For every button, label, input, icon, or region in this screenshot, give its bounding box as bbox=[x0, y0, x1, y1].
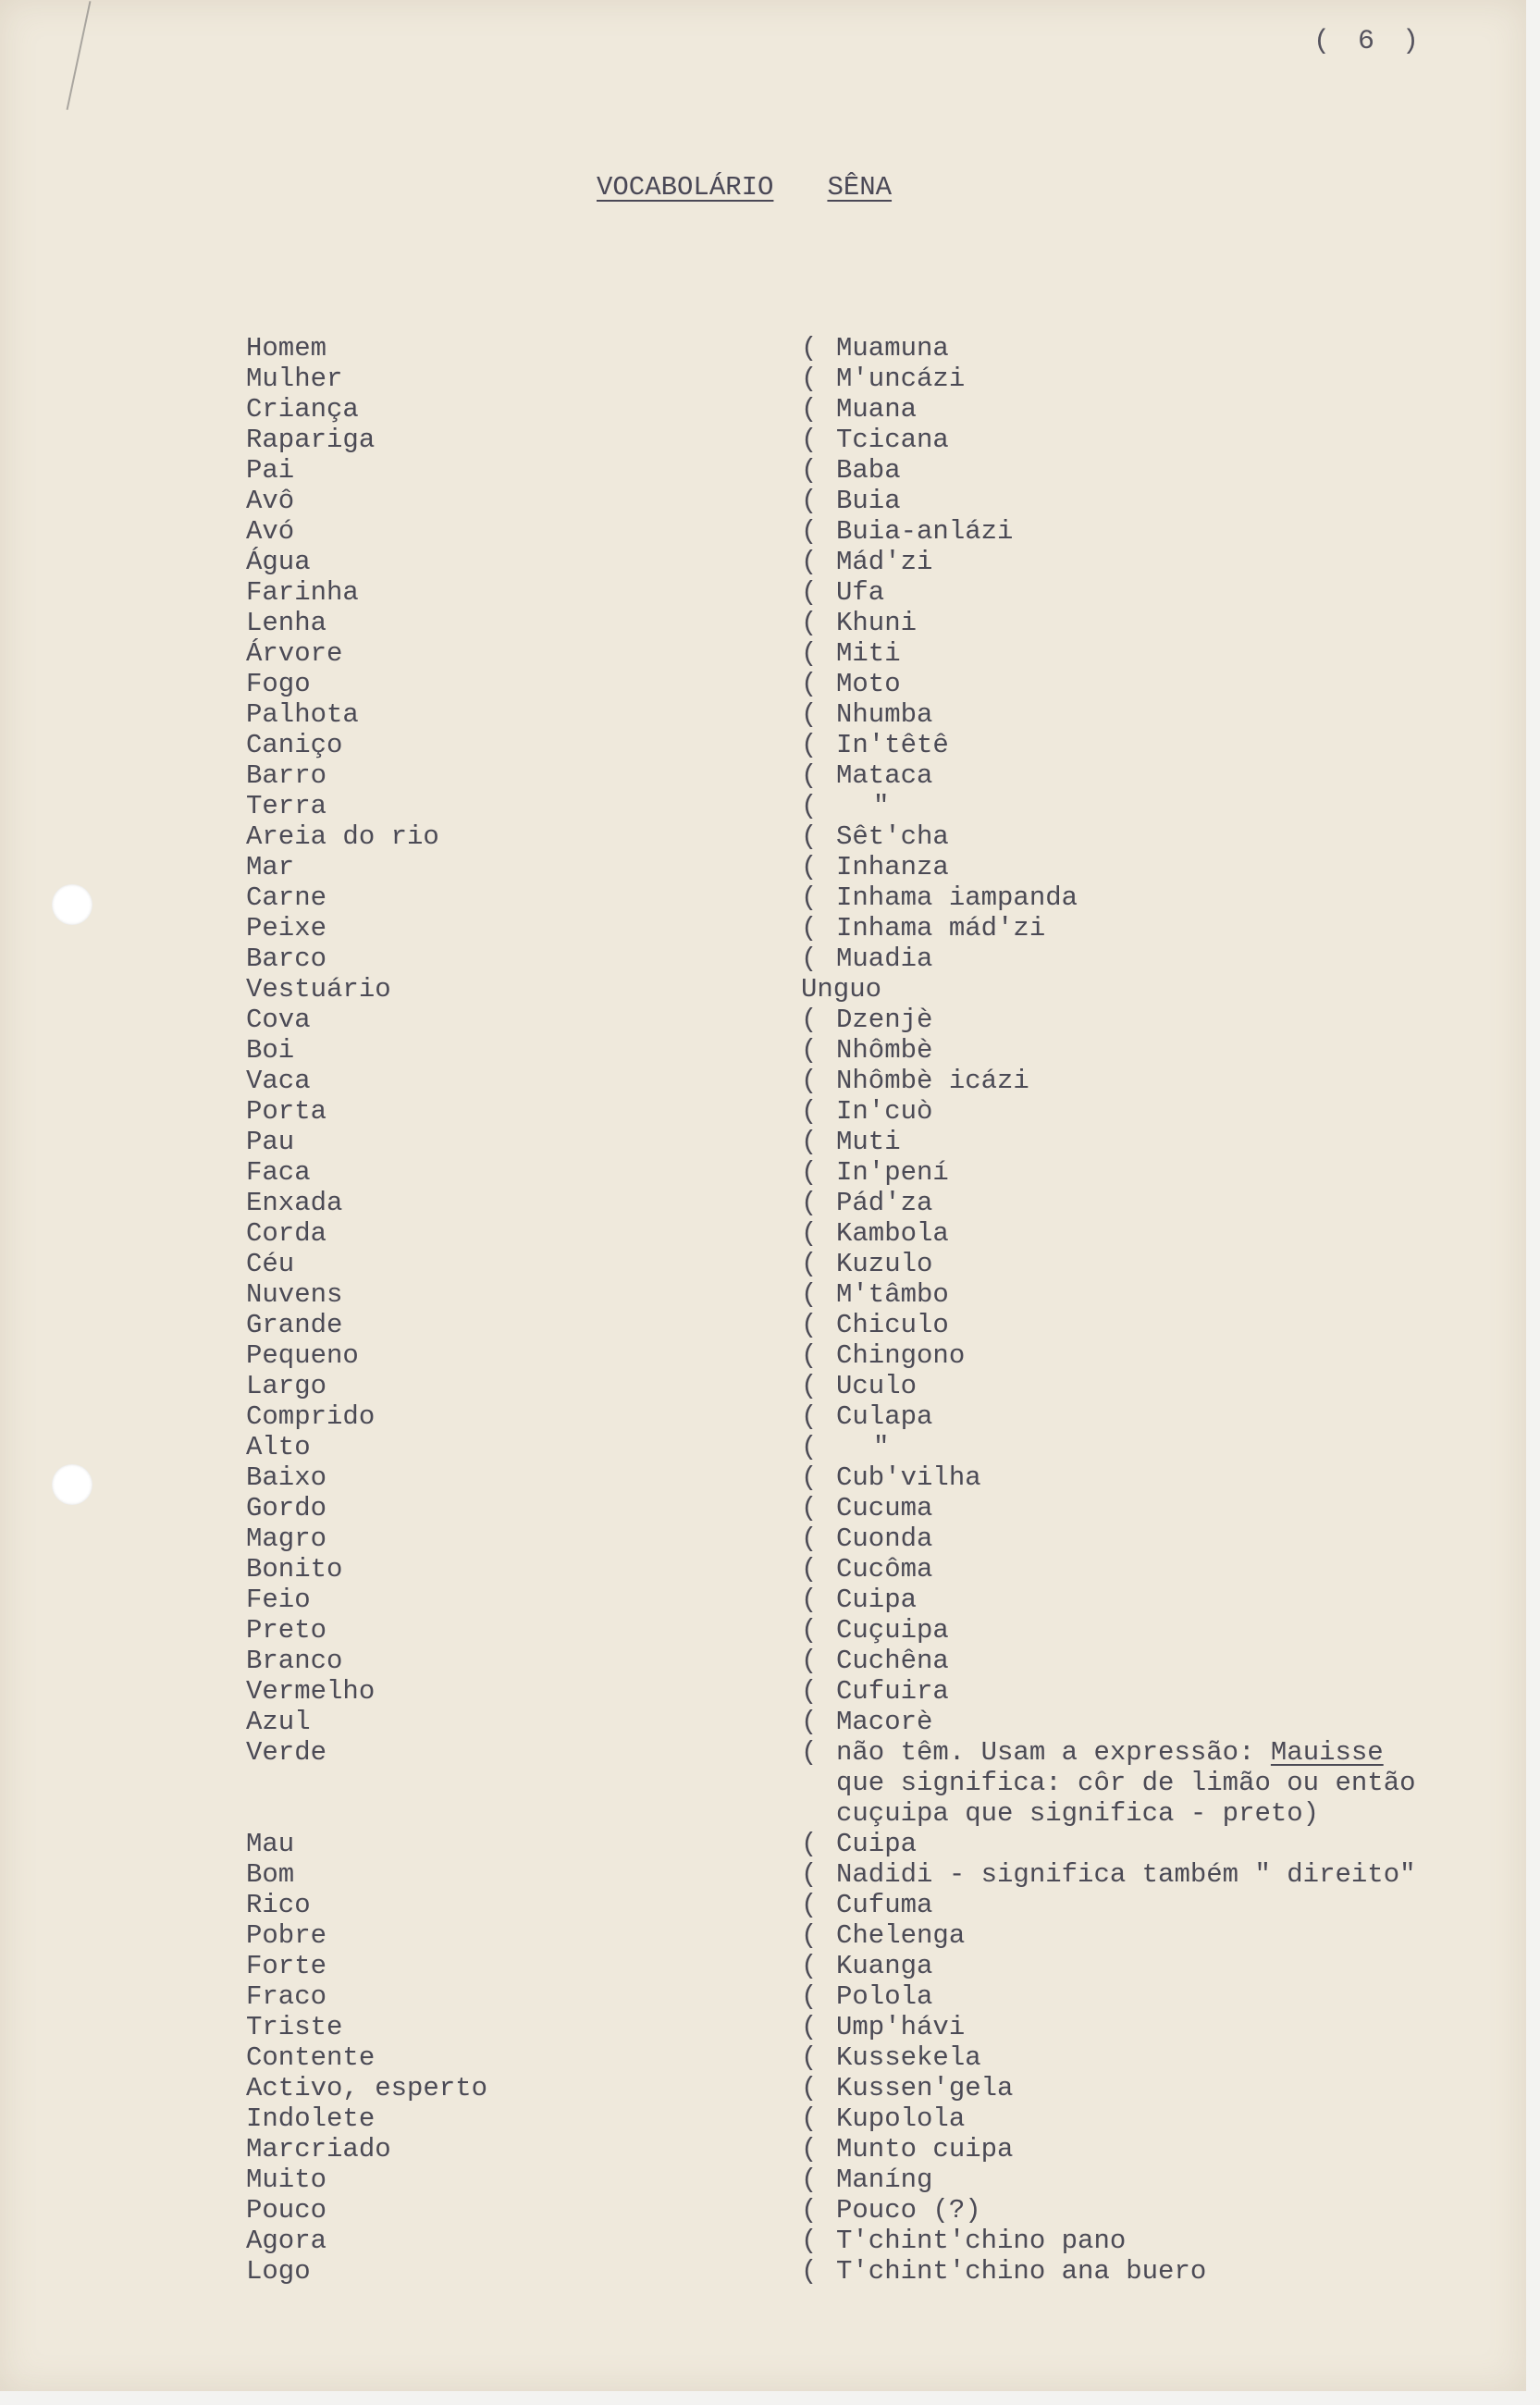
vocab-row bbox=[0, 852, 1526, 882]
portuguese-term: Mau bbox=[246, 1829, 295, 1859]
vocab-row bbox=[0, 760, 1526, 791]
bracket-mark: ( bbox=[801, 2134, 818, 2164]
portuguese-term: Pequeno bbox=[246, 1340, 359, 1371]
sena-translation: Kambola bbox=[836, 1218, 949, 1249]
vocab-row bbox=[0, 547, 1526, 577]
vocab-row bbox=[0, 1554, 1526, 1585]
bracket-mark: ( bbox=[801, 1859, 818, 1890]
sena-translation: In'cuò bbox=[836, 1096, 933, 1127]
bracket-mark: ( bbox=[801, 1249, 818, 1279]
portuguese-term: Forte bbox=[246, 1951, 327, 1981]
portuguese-term: Feio bbox=[246, 1585, 311, 1615]
vocab-row bbox=[0, 1737, 1526, 1829]
portuguese-term: Rapariga bbox=[246, 425, 376, 455]
sena-translation: Cufuma bbox=[836, 1890, 933, 1920]
bracket-mark: ( bbox=[801, 2042, 818, 2073]
portuguese-term: Bom bbox=[246, 1859, 295, 1890]
portuguese-term: Corda bbox=[246, 1218, 327, 1249]
sena-translation: Cuipa bbox=[836, 1829, 918, 1859]
portuguese-term: Agora bbox=[246, 2226, 327, 2256]
bracket-mark: ( bbox=[801, 1066, 818, 1096]
portuguese-term: Comprido bbox=[246, 1401, 376, 1432]
vocab-row bbox=[0, 1371, 1526, 1401]
sena-translation: Mataca bbox=[836, 760, 933, 791]
vocab-row bbox=[0, 1615, 1526, 1646]
sena-translation: " bbox=[873, 1432, 890, 1462]
vocab-row bbox=[0, 1096, 1526, 1127]
bracket-mark: ( bbox=[801, 1646, 818, 1676]
portuguese-term: Enxada bbox=[246, 1188, 343, 1218]
vocab-row bbox=[0, 455, 1526, 486]
portuguese-term: Verde bbox=[246, 1737, 327, 1768]
vocab-row bbox=[0, 974, 1526, 1005]
sena-translation: Kupolola bbox=[836, 2103, 966, 2134]
sena-translation: Nhumba bbox=[836, 699, 933, 730]
sena-translation: Muti bbox=[836, 1127, 901, 1157]
bracket-mark: ( bbox=[801, 2195, 818, 2226]
portuguese-term: Lenha bbox=[246, 608, 327, 638]
portuguese-term: Grande bbox=[246, 1310, 343, 1340]
sena-translation: Nhômbè bbox=[836, 1035, 933, 1066]
vocab-row bbox=[0, 1676, 1526, 1707]
bracket-mark: ( bbox=[801, 1951, 818, 1981]
sena-translation: Mád'zi bbox=[836, 547, 933, 577]
sena-translation: Inhama iampanda bbox=[836, 882, 1078, 913]
vocab-row bbox=[0, 1890, 1526, 1920]
translation-rest: que significa: côr de limão ou então cuçuipa que significa - preto) bbox=[836, 1768, 1416, 1829]
sena-translation: Nadidi - significa também " direito" bbox=[836, 1859, 1416, 1890]
portuguese-term: Fogo bbox=[246, 669, 311, 699]
vocab-row bbox=[0, 1279, 1526, 1310]
title-sena: SÊNA bbox=[827, 172, 893, 203]
portuguese-term: Caniço bbox=[246, 730, 343, 760]
vocab-row bbox=[0, 2042, 1526, 2073]
bracket-mark: ( bbox=[801, 1432, 818, 1462]
translation-prefix: não têm. Usam a expressão: bbox=[836, 1737, 1271, 1768]
bracket-mark: ( bbox=[801, 425, 818, 455]
sena-translation: T'chint'chino ana buero bbox=[836, 2256, 1207, 2287]
vocab-row bbox=[0, 1035, 1526, 1066]
vocab-row bbox=[0, 577, 1526, 608]
portuguese-term: Contente bbox=[246, 2042, 376, 2073]
portuguese-term: Porta bbox=[246, 1096, 327, 1127]
vocab-row bbox=[0, 486, 1526, 516]
sena-translation: Cuipa bbox=[836, 1585, 918, 1615]
sena-translation: Dzenjè bbox=[836, 1005, 933, 1035]
bracket-mark: ( bbox=[801, 821, 818, 852]
bracket-mark: ( bbox=[801, 577, 818, 608]
sena-translation: Uculo bbox=[836, 1371, 918, 1401]
sena-translation: Khuni bbox=[836, 608, 918, 638]
bracket-mark: ( bbox=[801, 1829, 818, 1859]
sena-translation: Cucôma bbox=[836, 1554, 933, 1585]
vocab-row bbox=[0, 1981, 1526, 2012]
bracket-mark: ( bbox=[801, 1707, 818, 1737]
vocab-row bbox=[0, 1462, 1526, 1493]
vocab-row bbox=[0, 1432, 1526, 1462]
bracket-mark: ( bbox=[801, 1615, 818, 1646]
vocab-row bbox=[0, 821, 1526, 852]
portuguese-term: Activo, esperto bbox=[246, 2073, 488, 2103]
bracket-mark: ( bbox=[801, 1157, 818, 1188]
vocab-row bbox=[0, 425, 1526, 455]
bracket-mark: ( bbox=[801, 699, 818, 730]
portuguese-term: Criança bbox=[246, 394, 359, 425]
portuguese-term: Bonito bbox=[246, 1554, 343, 1585]
sena-translation: Buia bbox=[836, 486, 901, 516]
sena-translation: Kussekela bbox=[836, 2042, 981, 2073]
bracket-mark: ( bbox=[801, 638, 818, 669]
sena-translation: Inhanza bbox=[836, 852, 949, 882]
bracket-mark: ( bbox=[801, 882, 818, 913]
sena-translation: Sêt'cha bbox=[836, 821, 949, 852]
bracket-mark: ( bbox=[801, 1005, 818, 1035]
vocab-row bbox=[0, 882, 1526, 913]
sena-translation: Buia-anlázi bbox=[836, 516, 1014, 547]
sena-translation: Chingono bbox=[836, 1340, 966, 1371]
portuguese-term: Terra bbox=[246, 791, 327, 821]
portuguese-term: Árvore bbox=[246, 638, 343, 669]
vocab-row bbox=[0, 2256, 1526, 2287]
bracket-mark: ( bbox=[801, 1218, 818, 1249]
vocab-row bbox=[0, 2164, 1526, 2195]
portuguese-term: Pouco bbox=[246, 2195, 327, 2226]
sena-translation: Nhômbè icázi bbox=[836, 1066, 1029, 1096]
vocab-row bbox=[0, 1249, 1526, 1279]
vocab-row bbox=[0, 1707, 1526, 1737]
vocab-row bbox=[0, 1951, 1526, 1981]
sena-translation: Kussen'gela bbox=[836, 2073, 1014, 2103]
bracket-mark: ( bbox=[801, 1401, 818, 1432]
sena-translation: Cuçuipa bbox=[836, 1615, 949, 1646]
portuguese-term: Carne bbox=[246, 882, 327, 913]
bracket-mark: ( bbox=[801, 2012, 818, 2042]
vocab-row bbox=[0, 1920, 1526, 1951]
portuguese-term: Alto bbox=[246, 1432, 311, 1462]
vocab-row bbox=[0, 669, 1526, 699]
vocab-row bbox=[0, 364, 1526, 394]
sena-translation: Cuonda bbox=[836, 1523, 933, 1554]
portuguese-term: Largo bbox=[246, 1371, 327, 1401]
vocab-row bbox=[0, 1310, 1526, 1340]
vocab-row bbox=[0, 1859, 1526, 1890]
portuguese-term: Azul bbox=[246, 1707, 311, 1737]
sena-translation: Pouco (?) bbox=[836, 2195, 981, 2226]
vocab-row bbox=[0, 2012, 1526, 2042]
vocab-row bbox=[0, 1585, 1526, 1615]
portuguese-term: Nuvens bbox=[246, 1279, 343, 1310]
sena-translation: Cucuma bbox=[836, 1493, 933, 1523]
bracket-mark: ( bbox=[801, 1676, 818, 1707]
bracket-mark: ( bbox=[801, 944, 818, 974]
vocabulary-list bbox=[0, 333, 1526, 2287]
bracket-mark: ( bbox=[801, 2164, 818, 2195]
bracket-mark: ( bbox=[801, 1096, 818, 1127]
bracket-mark: ( bbox=[801, 1188, 818, 1218]
bracket-mark: ( bbox=[801, 1493, 818, 1523]
sena-translation: Pád'za bbox=[836, 1188, 933, 1218]
vocab-row bbox=[0, 1188, 1526, 1218]
vocab-row bbox=[0, 1829, 1526, 1859]
vocab-row bbox=[0, 913, 1526, 944]
bracket-mark: ( bbox=[801, 516, 818, 547]
sena-translation: Kuzulo bbox=[836, 1249, 933, 1279]
vocab-row bbox=[0, 2226, 1526, 2256]
sena-translation: Inhama mád'zi bbox=[836, 913, 1046, 944]
portuguese-term: Preto bbox=[246, 1615, 327, 1646]
bracket-mark: ( bbox=[801, 2103, 818, 2134]
portuguese-term: Pobre bbox=[246, 1920, 327, 1951]
vocab-row bbox=[0, 1340, 1526, 1371]
portuguese-term: Logo bbox=[246, 2256, 311, 2287]
sena-translation: Tcicana bbox=[836, 425, 949, 455]
bracket-mark: ( bbox=[801, 455, 818, 486]
portuguese-term: Cova bbox=[246, 1005, 311, 1035]
sena-translation: Culapa bbox=[836, 1401, 933, 1432]
vocab-row bbox=[0, 516, 1526, 547]
vocab-row bbox=[0, 394, 1526, 425]
vocab-row bbox=[0, 730, 1526, 760]
bracket-mark: ( bbox=[801, 852, 818, 882]
sena-translation: Cuchêna bbox=[836, 1646, 949, 1676]
sena-translation: Miti bbox=[836, 638, 901, 669]
vocab-row bbox=[0, 638, 1526, 669]
bracket-mark: ( bbox=[801, 1585, 818, 1615]
bracket-mark: ( bbox=[801, 2226, 818, 2256]
portuguese-term: Vermelho bbox=[246, 1676, 376, 1707]
vocab-row bbox=[0, 2103, 1526, 2134]
vocab-row bbox=[0, 1066, 1526, 1096]
bracket-mark: ( bbox=[801, 669, 818, 699]
bracket-mark: ( bbox=[801, 608, 818, 638]
translation-underlined-word: Mauisse bbox=[1270, 1737, 1384, 1768]
portuguese-term: Magro bbox=[246, 1523, 327, 1554]
vocab-row bbox=[0, 333, 1526, 364]
portuguese-term: Vestuário bbox=[246, 974, 391, 1005]
sena-translation: Muana bbox=[836, 394, 918, 425]
sena-translation: Muamuna bbox=[836, 333, 949, 364]
portuguese-term: Faca bbox=[246, 1157, 311, 1188]
sena-translation: Ump'hávi bbox=[836, 2012, 966, 2042]
portuguese-term: Pau bbox=[246, 1127, 295, 1157]
bracket-mark: ( bbox=[801, 2256, 818, 2287]
portuguese-term: Mar bbox=[246, 852, 295, 882]
portuguese-term: Água bbox=[246, 547, 311, 577]
portuguese-term: Céu bbox=[246, 1249, 295, 1279]
vocab-row bbox=[0, 944, 1526, 974]
sena-translation: Kuanga bbox=[836, 1951, 933, 1981]
portuguese-term: Gordo bbox=[246, 1493, 327, 1523]
bracket-mark: ( bbox=[801, 1737, 818, 1768]
bracket-mark: ( bbox=[801, 2073, 818, 2103]
portuguese-term: Branco bbox=[246, 1646, 343, 1676]
bracket-mark: ( bbox=[801, 1890, 818, 1920]
sena-translation: Unguo bbox=[801, 974, 882, 1005]
sena-translation: Cufuira bbox=[836, 1676, 949, 1707]
portuguese-term: Mulher bbox=[246, 364, 343, 394]
bracket-mark: ( bbox=[801, 730, 818, 760]
bracket-mark: ( bbox=[801, 547, 818, 577]
bracket-mark: ( bbox=[801, 1127, 818, 1157]
bracket-mark: ( bbox=[801, 1279, 818, 1310]
margin-pencil-mark bbox=[67, 1, 92, 110]
sena-translation: Cub'vilha bbox=[836, 1462, 981, 1493]
portuguese-term: Areia do rio bbox=[246, 821, 439, 852]
bracket-mark: ( bbox=[801, 913, 818, 944]
vocab-row bbox=[0, 1523, 1526, 1554]
sena-translation: Polola bbox=[836, 1981, 933, 2012]
portuguese-term: Avô bbox=[246, 486, 295, 516]
bracket-mark: ( bbox=[801, 1523, 818, 1554]
portuguese-term: Avó bbox=[246, 516, 295, 547]
bracket-mark: ( bbox=[801, 333, 818, 364]
sena-translation: Maníng bbox=[836, 2164, 933, 2195]
vocab-row bbox=[0, 1005, 1526, 1035]
sena-translation: M'uncázi bbox=[836, 364, 966, 394]
bracket-mark: ( bbox=[801, 1462, 818, 1493]
sena-translation: Muadia bbox=[836, 944, 933, 974]
bracket-mark: ( bbox=[801, 1340, 818, 1371]
portuguese-term: Indolete bbox=[246, 2103, 376, 2134]
vocab-row bbox=[0, 1157, 1526, 1188]
sena-translation: In'pení bbox=[836, 1157, 949, 1188]
bracket-mark: ( bbox=[801, 1920, 818, 1951]
portuguese-term: Vaca bbox=[246, 1066, 311, 1096]
sena-translation: Macorè bbox=[836, 1707, 933, 1737]
page-number: ( 6 ) bbox=[1313, 26, 1425, 57]
portuguese-term: Triste bbox=[246, 2012, 343, 2042]
portuguese-term: Homem bbox=[246, 333, 327, 364]
bracket-mark: ( bbox=[801, 1035, 818, 1066]
vocab-row bbox=[0, 2134, 1526, 2164]
bracket-mark: ( bbox=[801, 1554, 818, 1585]
portuguese-term: Farinha bbox=[246, 577, 359, 608]
page-title bbox=[597, 172, 892, 203]
sena-translation: Baba bbox=[836, 455, 901, 486]
portuguese-term: Barro bbox=[246, 760, 327, 791]
sena-translation: Moto bbox=[836, 669, 901, 699]
sena-translation bbox=[836, 1737, 1502, 1829]
sena-translation: Chelenga bbox=[836, 1920, 966, 1951]
bracket-mark: ( bbox=[801, 486, 818, 516]
portuguese-term: Rico bbox=[246, 1890, 311, 1920]
bracket-mark: ( bbox=[801, 1371, 818, 1401]
vocab-row bbox=[0, 791, 1526, 821]
bracket-mark: ( bbox=[801, 394, 818, 425]
sena-translation: " bbox=[873, 791, 890, 821]
vocab-row bbox=[0, 2073, 1526, 2103]
bracket-mark: ( bbox=[801, 1981, 818, 2012]
vocab-row bbox=[0, 608, 1526, 638]
title-vocabulario: VOCABOLÁRIO bbox=[597, 172, 774, 203]
vocab-row bbox=[0, 2195, 1526, 2226]
sena-translation: M'tâmbo bbox=[836, 1279, 949, 1310]
sena-translation: In'têtê bbox=[836, 730, 949, 760]
bracket-mark: ( bbox=[801, 1310, 818, 1340]
portuguese-term: Boi bbox=[246, 1035, 295, 1066]
vocab-row bbox=[0, 1493, 1526, 1523]
portuguese-term: Palhota bbox=[246, 699, 359, 730]
portuguese-term: Barco bbox=[246, 944, 327, 974]
portuguese-term: Marcriado bbox=[246, 2134, 391, 2164]
bracket-mark: ( bbox=[801, 791, 818, 821]
vocab-row bbox=[0, 1401, 1526, 1432]
portuguese-term: Baixo bbox=[246, 1462, 327, 1493]
vocab-row bbox=[0, 1127, 1526, 1157]
bracket-mark: ( bbox=[801, 760, 818, 791]
sena-translation: T'chint'chino pano bbox=[836, 2226, 1127, 2256]
vocab-row bbox=[0, 1218, 1526, 1249]
portuguese-term: Fraco bbox=[246, 1981, 327, 2012]
portuguese-term: Peixe bbox=[246, 913, 327, 944]
portuguese-term: Muito bbox=[246, 2164, 327, 2195]
bracket-mark: ( bbox=[801, 364, 818, 394]
sena-translation: Munto cuipa bbox=[836, 2134, 1014, 2164]
vocab-row bbox=[0, 1646, 1526, 1676]
vocab-row bbox=[0, 699, 1526, 730]
sena-translation: Ufa bbox=[836, 577, 885, 608]
portuguese-term: Pai bbox=[246, 455, 295, 486]
sena-translation: Chiculo bbox=[836, 1310, 949, 1340]
